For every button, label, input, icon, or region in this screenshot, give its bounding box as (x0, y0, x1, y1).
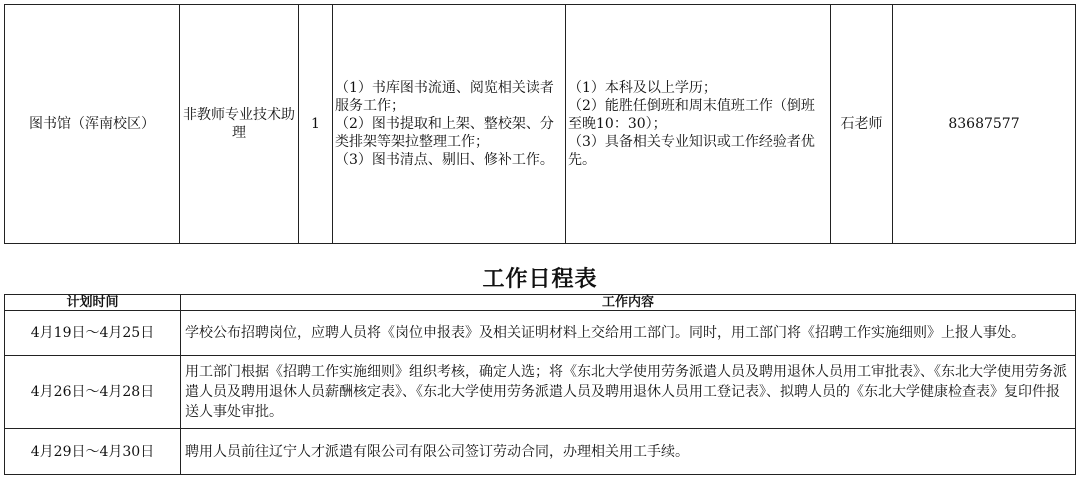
date-cell: 4月29日～4月30日 (5, 429, 181, 475)
date-cell: 4月19日～4月25日 (5, 311, 181, 356)
position-name-cell: 非教师专业技术助理 (180, 5, 299, 244)
department-cell: 图书馆（浑南校区） (5, 5, 180, 244)
table-row (5, 311, 1076, 356)
content-cell: 学校公布招聘岗位，应聘人员将《岗位申报表》及相关证明材料上交给用工部门。同时，用工部门将《招聘工作实施细则》上报人事处。 (181, 311, 1076, 356)
requirement-item: （1）本科及以上学历； (568, 80, 717, 96)
table-row (5, 356, 1076, 429)
table-row (5, 429, 1076, 475)
position-table (4, 4, 1076, 244)
requirement-item: （3）具备相关专业知识或工作经验者优先。 (568, 134, 815, 168)
position-row (5, 5, 1076, 244)
contact-cell: 石老师 (831, 5, 893, 244)
content-cell: 聘用人员前往辽宁人才派遣有限公司有限公司签订劳动合同，办理相关用工手续。 (181, 429, 1076, 475)
header-date: 计划时间 (5, 295, 181, 311)
schedule-header-row (5, 295, 1076, 311)
content-cell: 用工部门根据《招聘工作实施细则》组织考核，确定人选；将《东北大学使用劳务派遣人员及聘用退休人员用工审批表》、《东北大学使用劳务派遣人员及聘用退休人员薪酬核定表》、《东北大学使用劳务派遣人员及聘用退休人员用工登记表》、拟聘人员的《东北大学健康检查表》复印件报送人事处审批。 (181, 356, 1076, 429)
requirement-item: （2）能胜任倒班和周末值班工作（倒班至晚10：30）； (568, 98, 815, 132)
duty-item: （1）书库图书流通、阅览相关读者服务工作； (335, 80, 554, 114)
schedule-table (4, 294, 1076, 475)
requirements-cell (566, 5, 831, 244)
schedule-title: 工作日程表 (482, 267, 598, 292)
duty-item: （3）图书清点、剔旧、修补工作。 (335, 152, 554, 168)
header-content: 工作内容 (181, 295, 1076, 311)
duty-item: （2）图书提取和上架、整校架、分类排架等架拉整理工作； (335, 116, 554, 150)
headcount-cell: 1 (299, 5, 333, 244)
duties-cell (333, 5, 566, 244)
phone-cell: 83687577 (893, 5, 1076, 244)
date-cell: 4月26日～4月28日 (5, 356, 181, 429)
